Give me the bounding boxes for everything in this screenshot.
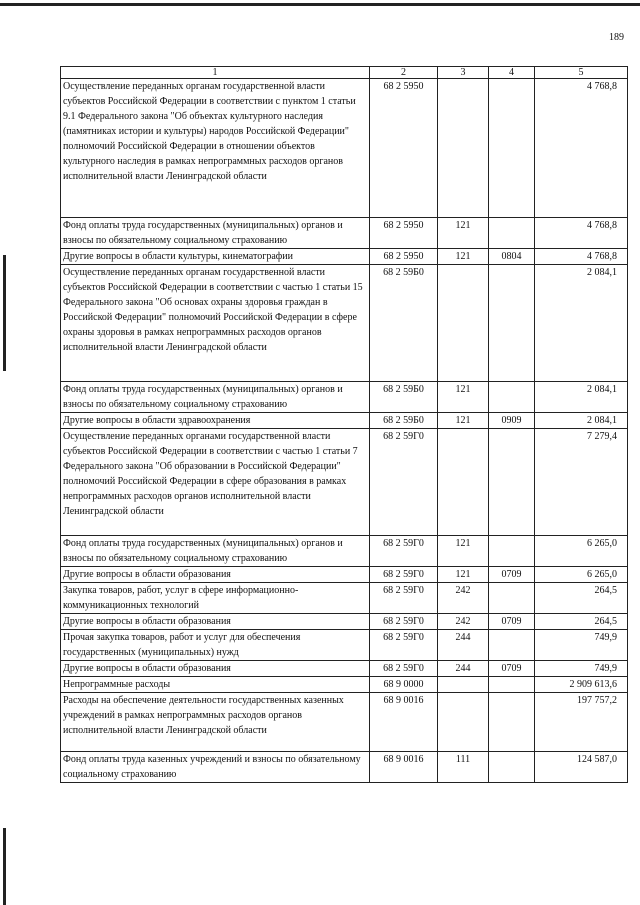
row-sum: 4 768,8 <box>535 79 628 218</box>
row-vr: 121 <box>438 218 489 249</box>
row-rz: 0804 <box>489 249 535 265</box>
scan-margin-mark <box>3 255 6 371</box>
row-rz <box>489 752 535 783</box>
header-col-2: 2 <box>370 67 438 79</box>
row-rz: 0709 <box>489 614 535 630</box>
row-name: Другие вопросы в области здравоохранения <box>61 413 370 429</box>
row-rz: 0909 <box>489 413 535 429</box>
budget-table <box>60 66 628 783</box>
row-rz: 0709 <box>489 567 535 583</box>
row-rz <box>489 693 535 752</box>
table-row <box>61 583 628 614</box>
row-rz <box>489 536 535 567</box>
row-name: Осуществление переданных органам государственной власти субъектов Российской Федерации в соответствии с пунктом 1 статьи 9.1 Федерального закона "Об объектах культурного наследия (памятниках истории и культуры) народов Российской Федерации" полномочий Российской Федерации в отношении объектов культурного наследия в рамках непрограммных расходов органов исполнительной власти Ленинградской области <box>61 79 370 218</box>
table-row <box>61 693 628 752</box>
row-csr: 68 2 5950 <box>370 249 438 265</box>
table-row <box>61 630 628 661</box>
row-rz <box>489 630 535 661</box>
row-csr: 68 9 0000 <box>370 677 438 693</box>
row-vr: 121 <box>438 413 489 429</box>
row-sum: 2 084,1 <box>535 382 628 413</box>
row-csr: 68 2 5950 <box>370 218 438 249</box>
row-sum: 197 757,2 <box>535 693 628 752</box>
row-rz: 0709 <box>489 661 535 677</box>
row-csr: 68 2 59Г0 <box>370 630 438 661</box>
row-vr: 242 <box>438 614 489 630</box>
row-csr: 68 9 0016 <box>370 752 438 783</box>
row-vr: 121 <box>438 567 489 583</box>
row-name: Фонд оплаты труда государственных (муниципальных) органов и взносы по обязательному социальному страхованию <box>61 382 370 413</box>
row-csr: 68 9 0016 <box>370 693 438 752</box>
table-row <box>61 536 628 567</box>
row-csr: 68 2 59Г0 <box>370 614 438 630</box>
table-row <box>61 265 628 382</box>
row-vr: 244 <box>438 661 489 677</box>
row-rz <box>489 429 535 536</box>
row-sum: 749,9 <box>535 630 628 661</box>
header-col-4: 4 <box>489 67 535 79</box>
table-row <box>61 249 628 265</box>
row-rz <box>489 218 535 249</box>
row-vr: 121 <box>438 536 489 567</box>
row-vr <box>438 429 489 536</box>
top-scan-rule <box>0 3 640 6</box>
row-name: Непрограммные расходы <box>61 677 370 693</box>
row-vr <box>438 677 489 693</box>
row-sum: 4 768,8 <box>535 218 628 249</box>
table-row <box>61 677 628 693</box>
row-name: Другие вопросы в области образования <box>61 567 370 583</box>
header-row <box>61 67 628 79</box>
table-row <box>61 218 628 249</box>
row-vr: 111 <box>438 752 489 783</box>
row-sum: 264,5 <box>535 614 628 630</box>
header-col-5: 5 <box>535 67 628 79</box>
row-sum: 4 768,8 <box>535 249 628 265</box>
row-sum: 264,5 <box>535 583 628 614</box>
row-csr: 68 2 59Г0 <box>370 583 438 614</box>
row-sum: 2 909 613,6 <box>535 677 628 693</box>
row-vr: 121 <box>438 382 489 413</box>
row-name: Фонд оплаты труда государственных (муниципальных) органов и взносы по обязательному социальному страхованию <box>61 536 370 567</box>
table-row <box>61 614 628 630</box>
row-csr: 68 2 59Г0 <box>370 429 438 536</box>
row-name: Фонд оплаты труда казенных учреждений и взносы по обязательному социальному страхованию <box>61 752 370 783</box>
page-number: 189 <box>609 32 624 43</box>
row-vr <box>438 265 489 382</box>
row-name: Прочая закупка товаров, работ и услуг для обеспечения государственных (муниципальных) нужд <box>61 630 370 661</box>
row-name: Осуществление переданных органами государственной власти субъектов Российской Федерации в соответствии с частью 1 статьи 7 Федерального закона "Об образовании в Российской Федерации" полномочий Российской Федерации в сфере образования в рамках непрограммных расходов органов исполнительной власти Ленинградской области <box>61 429 370 536</box>
row-rz <box>489 677 535 693</box>
row-name: Расходы на обеспечение деятельности государственных казенных учреждений в рамках непрограммных расходов органов исполнительной власти Ленинградской области <box>61 693 370 752</box>
table-row <box>61 752 628 783</box>
row-rz <box>489 382 535 413</box>
row-sum: 6 265,0 <box>535 567 628 583</box>
row-sum: 749,9 <box>535 661 628 677</box>
row-sum: 2 084,1 <box>535 265 628 382</box>
row-vr <box>438 693 489 752</box>
row-vr: 121 <box>438 249 489 265</box>
row-csr: 68 2 59Б0 <box>370 413 438 429</box>
row-vr: 242 <box>438 583 489 614</box>
row-rz <box>489 583 535 614</box>
row-vr <box>438 79 489 218</box>
row-csr: 68 2 59Г0 <box>370 536 438 567</box>
row-name: Другие вопросы в области образования <box>61 614 370 630</box>
table-row <box>61 661 628 677</box>
row-rz <box>489 79 535 218</box>
row-csr: 68 2 5950 <box>370 79 438 218</box>
table-row <box>61 413 628 429</box>
row-sum: 6 265,0 <box>535 536 628 567</box>
row-csr: 68 2 59Б0 <box>370 265 438 382</box>
row-name: Другие вопросы в области образования <box>61 661 370 677</box>
row-rz <box>489 265 535 382</box>
row-vr: 244 <box>438 630 489 661</box>
table-row <box>61 79 628 218</box>
table-row <box>61 429 628 536</box>
row-name: Фонд оплаты труда государственных (муниципальных) органов и взносы по обязательному социальному страхованию <box>61 218 370 249</box>
row-csr: 68 2 59Г0 <box>370 567 438 583</box>
row-name: Осуществление переданных органам государственной власти субъектов Российской Федерации в соответствии с частью 1 статьи 15 Федерального закона "Об основах охраны здоровья граждан в Российской Федерации" полномочий Российской Федерации в сфере охраны здоровья в рамках непрограммных расходов органов исполнительной власти Ленинградской области <box>61 265 370 382</box>
row-sum: 7 279,4 <box>535 429 628 536</box>
row-sum: 124 587,0 <box>535 752 628 783</box>
header-col-3: 3 <box>438 67 489 79</box>
row-csr: 68 2 59Б0 <box>370 382 438 413</box>
table-row <box>61 567 628 583</box>
table-row <box>61 382 628 413</box>
row-csr: 68 2 59Г0 <box>370 661 438 677</box>
scan-margin-mark <box>3 828 6 905</box>
row-name: Другие вопросы в области культуры, кинематографии <box>61 249 370 265</box>
header-col-1: 1 <box>61 67 370 79</box>
row-name: Закупка товаров, работ, услуг в сфере информационно-коммуникационных технологий <box>61 583 370 614</box>
row-sum: 2 084,1 <box>535 413 628 429</box>
